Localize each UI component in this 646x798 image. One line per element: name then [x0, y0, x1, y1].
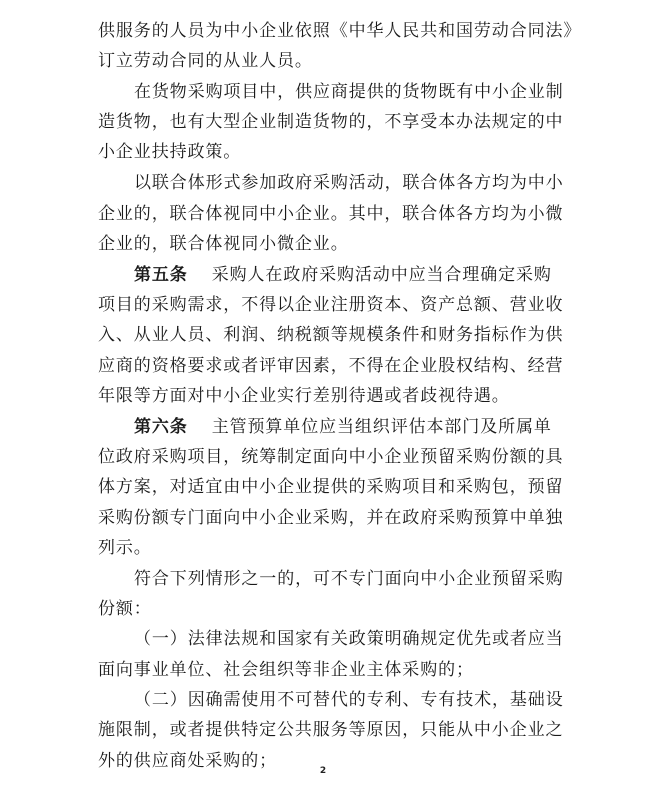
- body-line: 订立劳动合同的从业人员。: [98, 51, 313, 71]
- body-line: 体方案，对适宜由中小企业提供的采购项目和采购包，预留: [98, 477, 564, 497]
- list-item-line: （二）因确需使用不可替代的专利、专有技术，基础设: [134, 690, 564, 710]
- body-line: 符合下列情形之一的，可不专门面向中小企业预留采购: [134, 569, 564, 589]
- body-line: 企业的，联合体视同中小企业。其中，联合体各方均为小微: [98, 204, 564, 224]
- list-item-line: 外的供应商处采购的；: [98, 751, 277, 771]
- article-heading: 第六条: [134, 417, 188, 437]
- body-line: 入、从业人员、利润、纳税额等规模条件和财务指标作为供: [98, 325, 564, 345]
- page-number: 2: [319, 766, 327, 776]
- body-line: 造货物，也有大型企业制造货物的，不享受本办法规定的中: [98, 112, 564, 132]
- body-line: 在货物采购项目中，供应商提供的货物既有中小企业制: [134, 82, 564, 102]
- body-line: 采购份额专门面向中小企业采购，并在政府采购预算中单独: [98, 508, 564, 528]
- body-line: 份额：: [98, 599, 152, 619]
- article-6-first-line: [134, 417, 552, 437]
- body-line: 小企业扶持政策。: [98, 142, 242, 162]
- body-text: 采购人在政府采购活动中应当合理确定采购: [211, 265, 552, 285]
- body-text: 主管预算单位应当组织评估本部门及所属单: [211, 417, 552, 437]
- body-line: 项目的采购需求，不得以企业注册资本、资产总额、营业收: [98, 295, 564, 315]
- body-line: 年限等方面对中小企业实行差别待遇或者歧视待遇。: [98, 386, 510, 406]
- list-item-line: 施限制，或者提供特定公共服务等原因，只能从中小企业之: [98, 720, 564, 740]
- list-item-line: （一）法律法规和国家有关政策明确规定优先或者应当: [134, 629, 564, 649]
- body-line: 位政府采购项目，统筹制定面向中小企业预留采购份额的具: [98, 447, 564, 467]
- body-line: 应商的资格要求或者评审因素，不得在企业股权结构、经营: [98, 356, 564, 376]
- article-5-first-line: [134, 265, 552, 285]
- list-item-line: 面向事业单位、社会组织等非企业主体采购的；: [98, 660, 474, 680]
- body-line: 企业的，联合体视同小微企业。: [98, 234, 349, 254]
- body-line: 供服务的人员为中小企业依照《中华人民共和国劳动合同法》: [98, 21, 582, 41]
- body-line: 以联合体形式参加政府采购活动，联合体各方均为中小: [134, 173, 564, 193]
- article-heading: 第五条: [134, 265, 188, 285]
- body-line: 列示。: [98, 538, 152, 558]
